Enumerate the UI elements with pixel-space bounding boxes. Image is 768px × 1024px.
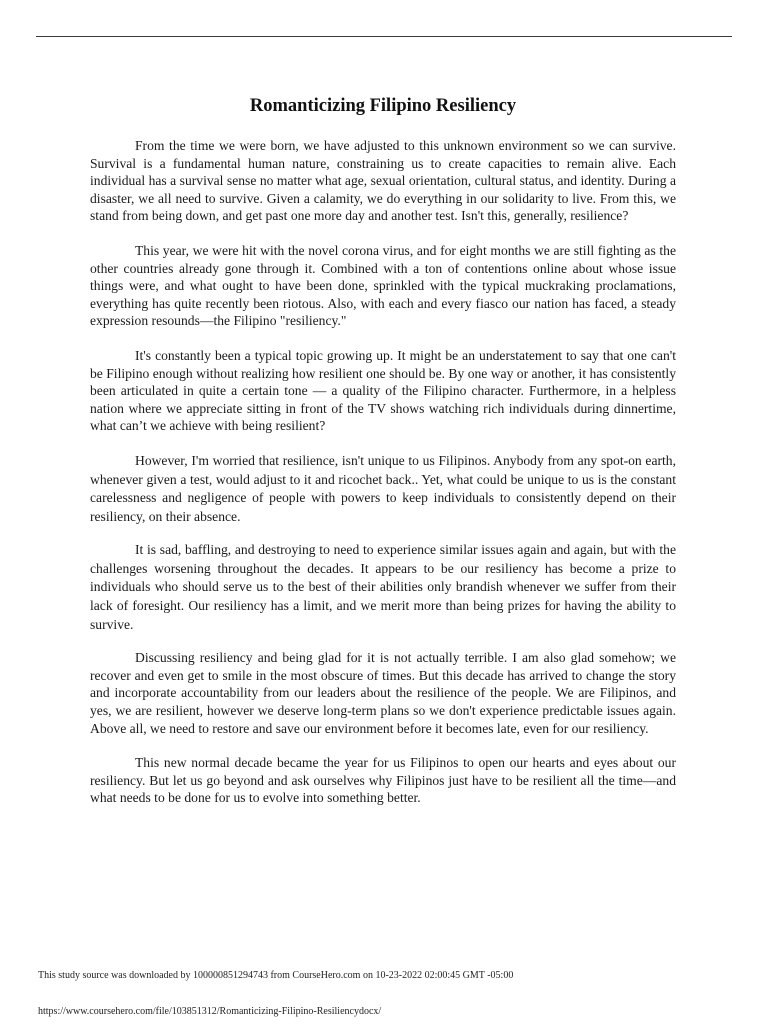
paragraph-7: This new normal decade became the year for us Filipinos to open our hearts and eyes about our resiliency. But let us go beyond and ask ourselves why Filipinos just have to be resilient all the time—and what needs to be done for us to evolve into something better. bbox=[90, 755, 676, 806]
paragraph-6: Discussing resiliency and being glad for it is not actually terrible. I am also glad somehow; we recover and even get to smile in the most obscure of times. But this decade has arrived to change the story and incorporate accountability from our leaders about the resilience of the people. We are Filipinos, and yes, we are resilient, however we deserve long-term plans so we don't experience predictable issues again. Above all, we need to restore and save our environment before it becomes late, even for our resiliency. bbox=[90, 650, 676, 736]
download-notice: This study source was downloaded by 100000851294743 from CourseHero.com on 10-23-2022 02:00:45 GMT -05:00 bbox=[38, 970, 514, 981]
paragraph-2: This year, we were hit with the novel corona virus, and for eight months we are still fighting as the other countries already gone through it. Combined with a ton of contentions online about whose issue things were, and what ought to have been done, sprinkled with the typical muckraking proclamations, everything has quite recently been riotous. Also, with each and every fiasco our nation has faced, a steady expression resounds—the Filipino "resiliency." bbox=[90, 242, 676, 329]
paragraph-4: However, I'm worried that resilience, isn't unique to us Filipinos. Anybody from any spot-on earth, whenever given a test, would adjust to it and ricochet back.. Yet, what could be unique to us is the constant carelessness and negligence of people with powers to keep individuals to consistently depend on their resiliency, on their absence. bbox=[90, 452, 676, 524]
paragraph-5: It is sad, baffling, and destroying to need to experience similar issues again and again, but with the challenges worsening throughout the decades. It appears to be our resiliency has become a prize to individuals who should serve us to the best of their abilities only brandish whenever we suffer from their lack of foresight. Our resiliency has a limit, and we merit more than being prizes for having the ability to survive. bbox=[90, 542, 676, 632]
paragraph-3: It's constantly been a typical topic growing up. It might be an understatement to say that one can't be Filipino enough without realizing how resilient one should be. By one way or another, it has consistently been articulated in quite a certain tone — a quality of the Filipino character. Furthermore, in a helpless nation where we appreciate sitting in front of the TV shows watching rich individuals during dinnertime, what can’t we achieve with being resilient? bbox=[90, 347, 676, 434]
document-body bbox=[90, 94, 676, 824]
source-url-link[interactable]: https://www.coursehero.com/file/103851312/Romanticizing-Filipino-Resiliencydocx/ bbox=[38, 1006, 382, 1017]
paragraph-1: From the time we were born, we have adjusted to this unknown environment so we can survive. Survival is a fundamental human nature, constraining us to create capacities to remain alive. Each individual has a survival sense no matter what age, sexual orientation, cultural status, and identity. During a disaster, we all need to survive. Given a calamity, we do everything in our solidarity to live. From this, we stand from being down, and get past one more day and another test. Isn't this, generally, resilience? bbox=[90, 138, 676, 224]
header-divider bbox=[36, 36, 732, 37]
document-title: Romanticizing Filipino Resiliency bbox=[249, 96, 517, 116]
